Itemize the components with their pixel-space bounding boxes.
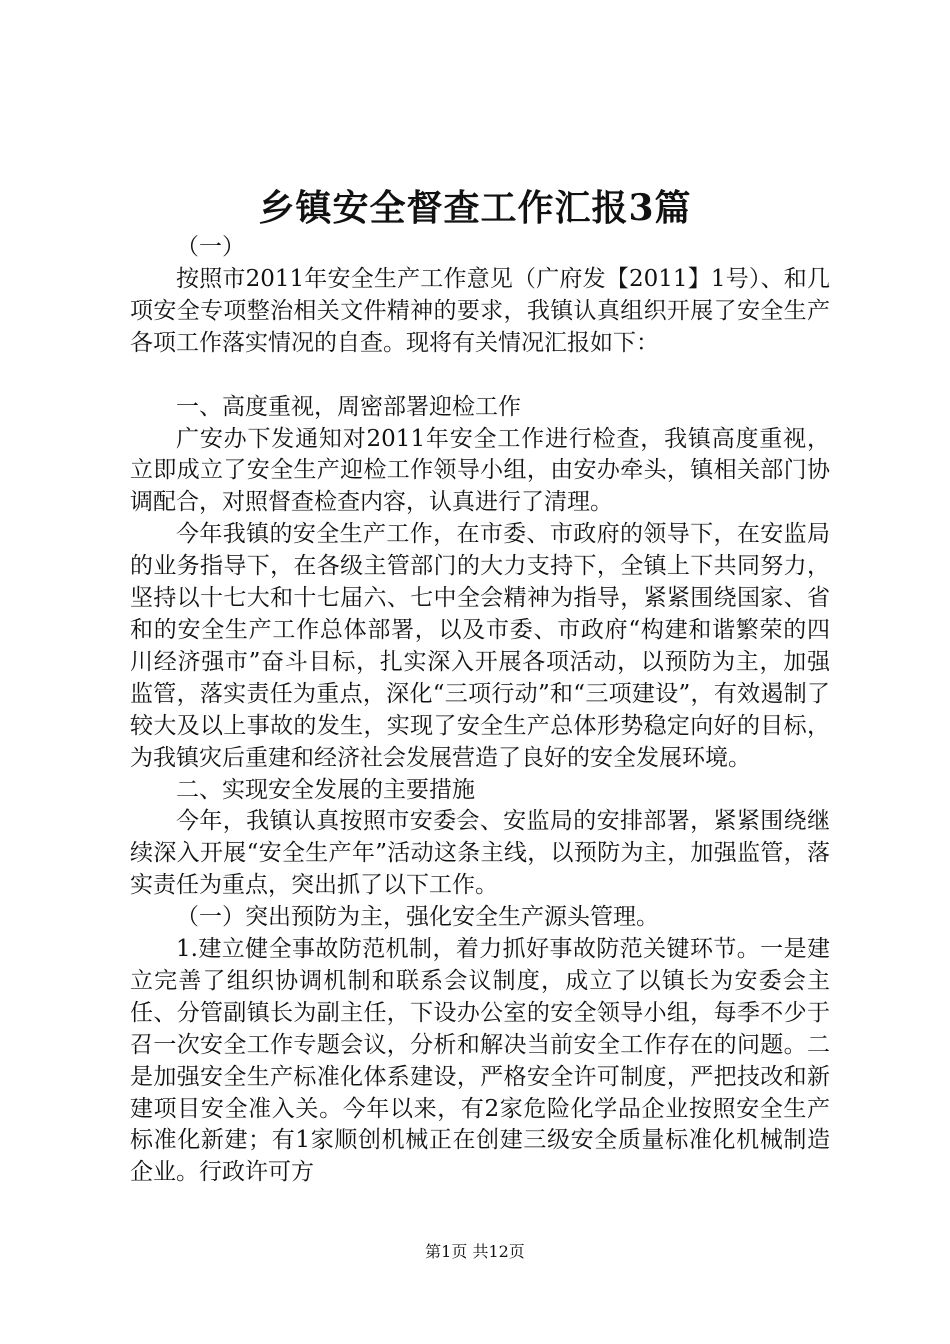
- document-body: [130, 232, 830, 1189]
- section-heading-2: 二、实现安全发展的主要措施: [176, 776, 475, 803]
- subsection-heading: （一）突出预防为主，强化安全生产源头管理。: [176, 904, 659, 931]
- page-number-footer: 第1页 共12页: [425, 1242, 525, 1261]
- section-marker: （一）: [176, 234, 245, 260]
- paragraph: 广安办下发通知对2011年安全工作进行检查，我镇高度重视，立即成立了安全生产迎检工作领导小组，由安办牵头，镇相关部门协调配合，对照督查检查内容，认真进行了清理。: [130, 425, 830, 516]
- intro-paragraph: 按照市2011年安全生产工作意见（广府发【2011】1号）、和几项安全专项整治相关文件精神的要求，我镇认真组织开展了安全生产各项工作落实情况的自查。现将有关情况汇报如下：: [130, 265, 830, 356]
- section-heading-1: 一、高度重视，周密部署迎检工作: [176, 393, 521, 420]
- paragraph: 1.建立健全事故防范机制，着力抓好事故防范关键环节。一是建立完善了组织协调机制和联系会议制度，成立了以镇长为安委会主任、分管副镇长为副主任，下设办公室的安全领导小组，每季不少于召一次安全工作专题会议，分析和解决当前安全工作存在的问题。二是加强安全生产标准化体系建设，严格安全许可制度，严把技改和新建项目安全准入关。今年以来，有2家危险化学品企业按照安全生产标准化新建；有1家顺创机械正在创建三级安全质量标准化机械制造企业。行政许可方: [130, 936, 830, 1186]
- paragraph: 今年我镇的安全生产工作，在市委、市政府的领导下，在安监局的业务指导下，在各级主管部门的大力支持下，全镇上下共同努力，坚持以十七大和十七届六、七中全会精神为指导，紧紧围绕国家、省和的安全生产工作总体部署，以及市委、市政府“构建和谐繁荣的四川经济强市”奋斗目标，扎实深入开展各项活动，以预防为主，加强监管，落实责任为重点，深化“三项行动”和“三项建设”，有效遏制了较大及以上事故的发生，实现了安全生产总体形势稳定向好的目标，为我镇灾后重建和经济社会发展营造了良好的安全发展环境。: [130, 521, 830, 771]
- document-title: 乡镇安全督查工作汇报3篇: [258, 187, 692, 229]
- paragraph: 今年，我镇认真按照市安委会、安监局的安排部署，紧紧围绕继续深入开展“安全生产年”活动这条主线，以预防为主，加强监管，落实责任为重点，突出抓了以下工作。: [130, 808, 830, 899]
